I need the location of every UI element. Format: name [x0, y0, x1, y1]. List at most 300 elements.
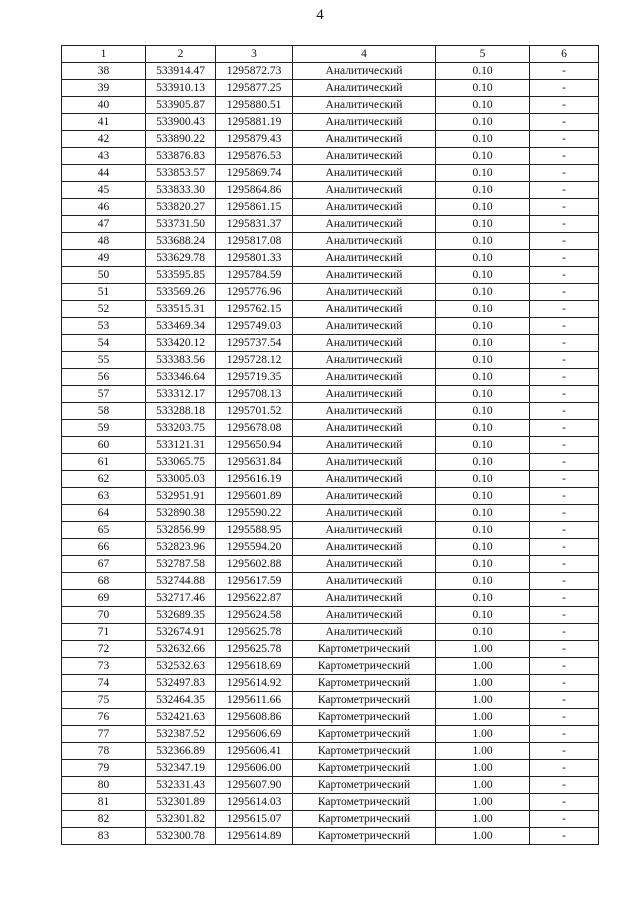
table-row	[62, 233, 599, 250]
y-coordinate-cell: 1295618.69	[216, 658, 293, 675]
column-header: 3	[216, 46, 293, 63]
x-coordinate-cell: 533288.18	[146, 403, 216, 420]
x-coordinate-cell: 532301.89	[146, 794, 216, 811]
table-row	[62, 692, 599, 709]
table-row	[62, 471, 599, 488]
x-coordinate-cell: 533469.34	[146, 318, 216, 335]
accuracy-cell: 0.10	[436, 403, 530, 420]
method-cell: Аналитический	[293, 471, 436, 488]
point-number-cell: 51	[62, 284, 146, 301]
point-number-cell: 55	[62, 352, 146, 369]
x-coordinate-cell: 533065.75	[146, 454, 216, 471]
accuracy-cell: 1.00	[436, 658, 530, 675]
point-number-cell: 49	[62, 250, 146, 267]
x-coordinate-cell: 532856.99	[146, 522, 216, 539]
table-row	[62, 267, 599, 284]
coordinates-table	[61, 45, 599, 845]
x-coordinate-cell: 533914.47	[146, 63, 216, 80]
accuracy-cell: 0.10	[436, 63, 530, 80]
note-cell: -	[530, 250, 599, 267]
accuracy-cell: 0.10	[436, 182, 530, 199]
note-cell: -	[530, 335, 599, 352]
point-number-cell: 60	[62, 437, 146, 454]
column-header: 4	[293, 46, 436, 63]
method-cell: Аналитический	[293, 488, 436, 505]
note-cell: -	[530, 590, 599, 607]
accuracy-cell: 0.10	[436, 131, 530, 148]
point-number-cell: 63	[62, 488, 146, 505]
x-coordinate-cell: 533688.24	[146, 233, 216, 250]
point-number-cell: 61	[62, 454, 146, 471]
note-cell: -	[530, 607, 599, 624]
point-number-cell: 77	[62, 726, 146, 743]
point-number-cell: 64	[62, 505, 146, 522]
y-coordinate-cell: 1295762.15	[216, 301, 293, 318]
x-coordinate-cell: 532464.35	[146, 692, 216, 709]
accuracy-cell: 0.10	[436, 624, 530, 641]
x-coordinate-cell: 532331.43	[146, 777, 216, 794]
x-coordinate-cell: 532717.46	[146, 590, 216, 607]
y-coordinate-cell: 1295701.52	[216, 403, 293, 420]
y-coordinate-cell: 1295606.41	[216, 743, 293, 760]
point-number-cell: 48	[62, 233, 146, 250]
y-coordinate-cell: 1295631.84	[216, 454, 293, 471]
accuracy-cell: 0.10	[436, 522, 530, 539]
table-row	[62, 641, 599, 658]
column-header: 6	[530, 46, 599, 63]
point-number-cell: 58	[62, 403, 146, 420]
y-coordinate-cell: 1295861.15	[216, 199, 293, 216]
method-cell: Аналитический	[293, 97, 436, 114]
table-row	[62, 369, 599, 386]
accuracy-cell: 1.00	[436, 828, 530, 845]
table-row	[62, 556, 599, 573]
accuracy-cell: 0.10	[436, 352, 530, 369]
point-number-cell: 67	[62, 556, 146, 573]
y-coordinate-cell: 1295617.59	[216, 573, 293, 590]
note-cell: -	[530, 369, 599, 386]
table-row	[62, 607, 599, 624]
x-coordinate-cell: 533383.56	[146, 352, 216, 369]
accuracy-cell: 0.10	[436, 318, 530, 335]
x-coordinate-cell: 533569.26	[146, 284, 216, 301]
y-coordinate-cell: 1295616.19	[216, 471, 293, 488]
accuracy-cell: 0.10	[436, 454, 530, 471]
table-row	[62, 437, 599, 454]
y-coordinate-cell: 1295817.08	[216, 233, 293, 250]
table-row	[62, 250, 599, 267]
table-row	[62, 488, 599, 505]
accuracy-cell: 0.10	[436, 301, 530, 318]
note-cell: -	[530, 114, 599, 131]
x-coordinate-cell: 532497.83	[146, 675, 216, 692]
accuracy-cell: 0.10	[436, 250, 530, 267]
point-number-cell: 83	[62, 828, 146, 845]
method-cell: Аналитический	[293, 114, 436, 131]
accuracy-cell: 1.00	[436, 811, 530, 828]
method-cell: Аналитический	[293, 80, 436, 97]
y-coordinate-cell: 1295879.43	[216, 131, 293, 148]
y-coordinate-cell: 1295608.86	[216, 709, 293, 726]
point-number-cell: 62	[62, 471, 146, 488]
method-cell: Картометрический	[293, 777, 436, 794]
x-coordinate-cell: 533876.83	[146, 148, 216, 165]
note-cell: -	[530, 233, 599, 250]
table-row	[62, 505, 599, 522]
table-row	[62, 760, 599, 777]
y-coordinate-cell: 1295881.19	[216, 114, 293, 131]
accuracy-cell: 0.10	[436, 148, 530, 165]
y-coordinate-cell: 1295869.74	[216, 165, 293, 182]
note-cell: -	[530, 692, 599, 709]
table-row	[62, 131, 599, 148]
y-coordinate-cell: 1295588.95	[216, 522, 293, 539]
table-row	[62, 63, 599, 80]
note-cell: -	[530, 437, 599, 454]
method-cell: Аналитический	[293, 284, 436, 301]
table-row	[62, 301, 599, 318]
point-number-cell: 69	[62, 590, 146, 607]
point-number-cell: 56	[62, 369, 146, 386]
accuracy-cell: 1.00	[436, 675, 530, 692]
y-coordinate-cell: 1295614.03	[216, 794, 293, 811]
method-cell: Аналитический	[293, 148, 436, 165]
method-cell: Аналитический	[293, 250, 436, 267]
x-coordinate-cell: 533853.57	[146, 165, 216, 182]
point-number-cell: 68	[62, 573, 146, 590]
note-cell: -	[530, 301, 599, 318]
point-number-cell: 40	[62, 97, 146, 114]
method-cell: Аналитический	[293, 131, 436, 148]
page-number: 4	[316, 7, 324, 23]
table-row	[62, 199, 599, 216]
table-row	[62, 318, 599, 335]
note-cell: -	[530, 539, 599, 556]
note-cell: -	[530, 267, 599, 284]
y-coordinate-cell: 1295749.03	[216, 318, 293, 335]
method-cell: Аналитический	[293, 352, 436, 369]
point-number-cell: 57	[62, 386, 146, 403]
x-coordinate-cell: 532951.91	[146, 488, 216, 505]
table-row	[62, 335, 599, 352]
table-row	[62, 352, 599, 369]
table-row	[62, 420, 599, 437]
method-cell: Аналитический	[293, 335, 436, 352]
point-number-cell: 46	[62, 199, 146, 216]
note-cell: -	[530, 811, 599, 828]
x-coordinate-cell: 533515.31	[146, 301, 216, 318]
table-row	[62, 182, 599, 199]
note-cell: -	[530, 386, 599, 403]
accuracy-cell: 1.00	[436, 777, 530, 794]
method-cell: Аналитический	[293, 624, 436, 641]
method-cell: Картометрический	[293, 726, 436, 743]
table-row	[62, 811, 599, 828]
accuracy-cell: 0.10	[436, 505, 530, 522]
point-number-cell: 52	[62, 301, 146, 318]
x-coordinate-cell: 532823.96	[146, 539, 216, 556]
table-row	[62, 743, 599, 760]
method-cell: Аналитический	[293, 403, 436, 420]
table-row	[62, 454, 599, 471]
note-cell: -	[530, 182, 599, 199]
point-number-cell: 81	[62, 794, 146, 811]
x-coordinate-cell: 532532.63	[146, 658, 216, 675]
accuracy-cell: 0.10	[436, 607, 530, 624]
table-row	[62, 80, 599, 97]
method-cell: Картометрический	[293, 811, 436, 828]
point-number-cell: 71	[62, 624, 146, 641]
point-number-cell: 53	[62, 318, 146, 335]
x-coordinate-cell: 533420.12	[146, 335, 216, 352]
y-coordinate-cell: 1295590.22	[216, 505, 293, 522]
point-number-cell: 72	[62, 641, 146, 658]
table-row	[62, 794, 599, 811]
x-coordinate-cell: 532890.38	[146, 505, 216, 522]
y-coordinate-cell: 1295602.88	[216, 556, 293, 573]
method-cell: Аналитический	[293, 267, 436, 284]
method-cell: Аналитический	[293, 216, 436, 233]
point-number-cell: 65	[62, 522, 146, 539]
method-cell: Картометрический	[293, 828, 436, 845]
point-number-cell: 47	[62, 216, 146, 233]
accuracy-cell: 0.10	[436, 386, 530, 403]
accuracy-cell: 1.00	[436, 641, 530, 658]
note-cell: -	[530, 454, 599, 471]
method-cell: Аналитический	[293, 233, 436, 250]
y-coordinate-cell: 1295622.87	[216, 590, 293, 607]
note-cell: -	[530, 624, 599, 641]
y-coordinate-cell: 1295611.66	[216, 692, 293, 709]
x-coordinate-cell: 533203.75	[146, 420, 216, 437]
column-header: 5	[436, 46, 530, 63]
y-coordinate-cell: 1295864.86	[216, 182, 293, 199]
table-row	[62, 590, 599, 607]
note-cell: -	[530, 675, 599, 692]
point-number-cell: 78	[62, 743, 146, 760]
method-cell: Картометрический	[293, 743, 436, 760]
table-row	[62, 97, 599, 114]
method-cell: Аналитический	[293, 369, 436, 386]
accuracy-cell: 0.10	[436, 80, 530, 97]
accuracy-cell: 0.10	[436, 420, 530, 437]
x-coordinate-cell: 533312.17	[146, 386, 216, 403]
table-row	[62, 216, 599, 233]
method-cell: Картометрический	[293, 692, 436, 709]
point-number-cell: 44	[62, 165, 146, 182]
x-coordinate-cell: 532300.78	[146, 828, 216, 845]
note-cell: -	[530, 420, 599, 437]
accuracy-cell: 0.10	[436, 284, 530, 301]
x-coordinate-cell: 532787.58	[146, 556, 216, 573]
y-coordinate-cell: 1295784.59	[216, 267, 293, 284]
method-cell: Картометрический	[293, 760, 436, 777]
accuracy-cell: 0.10	[436, 488, 530, 505]
accuracy-cell: 1.00	[436, 726, 530, 743]
y-coordinate-cell: 1295678.08	[216, 420, 293, 437]
x-coordinate-cell: 532744.88	[146, 573, 216, 590]
x-coordinate-cell: 532421.63	[146, 709, 216, 726]
y-coordinate-cell: 1295876.53	[216, 148, 293, 165]
method-cell: Аналитический	[293, 420, 436, 437]
note-cell: -	[530, 148, 599, 165]
y-coordinate-cell: 1295737.54	[216, 335, 293, 352]
accuracy-cell: 0.10	[436, 556, 530, 573]
note-cell: -	[530, 641, 599, 658]
method-cell: Картометрический	[293, 709, 436, 726]
note-cell: -	[530, 794, 599, 811]
y-coordinate-cell: 1295880.51	[216, 97, 293, 114]
y-coordinate-cell: 1295708.13	[216, 386, 293, 403]
note-cell: -	[530, 573, 599, 590]
table-row	[62, 148, 599, 165]
y-coordinate-cell: 1295877.25	[216, 80, 293, 97]
x-coordinate-cell: 533905.87	[146, 97, 216, 114]
accuracy-cell: 0.10	[436, 97, 530, 114]
note-cell: -	[530, 403, 599, 420]
table-row	[62, 403, 599, 420]
note-cell: -	[530, 505, 599, 522]
method-cell: Аналитический	[293, 505, 436, 522]
note-cell: -	[530, 216, 599, 233]
method-cell: Аналитический	[293, 522, 436, 539]
accuracy-cell: 1.00	[436, 743, 530, 760]
point-number-cell: 54	[62, 335, 146, 352]
y-coordinate-cell: 1295650.94	[216, 437, 293, 454]
note-cell: -	[530, 556, 599, 573]
point-number-cell: 59	[62, 420, 146, 437]
method-cell: Аналитический	[293, 590, 436, 607]
y-coordinate-cell: 1295594.20	[216, 539, 293, 556]
y-coordinate-cell: 1295614.92	[216, 675, 293, 692]
method-cell: Аналитический	[293, 454, 436, 471]
table-row	[62, 624, 599, 641]
column-header: 2	[146, 46, 216, 63]
method-cell: Аналитический	[293, 199, 436, 216]
note-cell: -	[530, 80, 599, 97]
table-row	[62, 522, 599, 539]
accuracy-cell: 0.10	[436, 590, 530, 607]
accuracy-cell: 1.00	[436, 794, 530, 811]
y-coordinate-cell: 1295606.00	[216, 760, 293, 777]
method-cell: Аналитический	[293, 556, 436, 573]
y-coordinate-cell: 1295625.78	[216, 624, 293, 641]
method-cell: Аналитический	[293, 539, 436, 556]
point-number-cell: 43	[62, 148, 146, 165]
point-number-cell: 66	[62, 539, 146, 556]
method-cell: Картометрический	[293, 641, 436, 658]
x-coordinate-cell: 532347.19	[146, 760, 216, 777]
y-coordinate-cell: 1295624.58	[216, 607, 293, 624]
point-number-cell: 41	[62, 114, 146, 131]
method-cell: Аналитический	[293, 182, 436, 199]
x-coordinate-cell: 533900.43	[146, 114, 216, 131]
method-cell: Картометрический	[293, 794, 436, 811]
note-cell: -	[530, 760, 599, 777]
accuracy-cell: 0.10	[436, 267, 530, 284]
column-header: 1	[62, 46, 146, 63]
table-row	[62, 165, 599, 182]
note-cell: -	[530, 777, 599, 794]
y-coordinate-cell: 1295831.37	[216, 216, 293, 233]
x-coordinate-cell: 533005.03	[146, 471, 216, 488]
note-cell: -	[530, 828, 599, 845]
y-coordinate-cell: 1295607.90	[216, 777, 293, 794]
method-cell: Картометрический	[293, 675, 436, 692]
table-row	[62, 828, 599, 845]
table-row	[62, 114, 599, 131]
x-coordinate-cell: 533121.31	[146, 437, 216, 454]
method-cell: Аналитический	[293, 63, 436, 80]
x-coordinate-cell: 532674.91	[146, 624, 216, 641]
point-number-cell: 39	[62, 80, 146, 97]
accuracy-cell: 1.00	[436, 709, 530, 726]
point-number-cell: 80	[62, 777, 146, 794]
note-cell: -	[530, 199, 599, 216]
x-coordinate-cell: 532366.89	[146, 743, 216, 760]
note-cell: -	[530, 471, 599, 488]
note-cell: -	[530, 522, 599, 539]
y-coordinate-cell: 1295614.89	[216, 828, 293, 845]
x-coordinate-cell: 532301.82	[146, 811, 216, 828]
method-cell: Картометрический	[293, 658, 436, 675]
point-number-cell: 79	[62, 760, 146, 777]
y-coordinate-cell: 1295872.73	[216, 63, 293, 80]
y-coordinate-cell: 1295776.96	[216, 284, 293, 301]
note-cell: -	[530, 63, 599, 80]
x-coordinate-cell: 532689.35	[146, 607, 216, 624]
point-number-cell: 82	[62, 811, 146, 828]
accuracy-cell: 0.10	[436, 199, 530, 216]
point-number-cell: 45	[62, 182, 146, 199]
method-cell: Аналитический	[293, 165, 436, 182]
accuracy-cell: 1.00	[436, 692, 530, 709]
accuracy-cell: 0.10	[436, 573, 530, 590]
method-cell: Аналитический	[293, 318, 436, 335]
y-coordinate-cell: 1295615.07	[216, 811, 293, 828]
table-row	[62, 709, 599, 726]
x-coordinate-cell: 533820.27	[146, 199, 216, 216]
point-number-cell: 50	[62, 267, 146, 284]
table-header-row	[62, 46, 599, 63]
x-coordinate-cell: 533731.50	[146, 216, 216, 233]
point-number-cell: 74	[62, 675, 146, 692]
note-cell: -	[530, 726, 599, 743]
point-number-cell: 76	[62, 709, 146, 726]
table-row	[62, 658, 599, 675]
table-body	[62, 46, 599, 845]
note-cell: -	[530, 318, 599, 335]
y-coordinate-cell: 1295606.69	[216, 726, 293, 743]
point-number-cell: 73	[62, 658, 146, 675]
point-number-cell: 70	[62, 607, 146, 624]
note-cell: -	[530, 165, 599, 182]
note-cell: -	[530, 131, 599, 148]
point-number-cell: 75	[62, 692, 146, 709]
table-row	[62, 777, 599, 794]
x-coordinate-cell: 532387.52	[146, 726, 216, 743]
note-cell: -	[530, 658, 599, 675]
y-coordinate-cell: 1295719.35	[216, 369, 293, 386]
method-cell: Аналитический	[293, 386, 436, 403]
accuracy-cell: 0.10	[436, 233, 530, 250]
x-coordinate-cell: 533629.78	[146, 250, 216, 267]
point-number-cell: 38	[62, 63, 146, 80]
table-row	[62, 675, 599, 692]
accuracy-cell: 0.10	[436, 165, 530, 182]
note-cell: -	[530, 709, 599, 726]
y-coordinate-cell: 1295625.78	[216, 641, 293, 658]
